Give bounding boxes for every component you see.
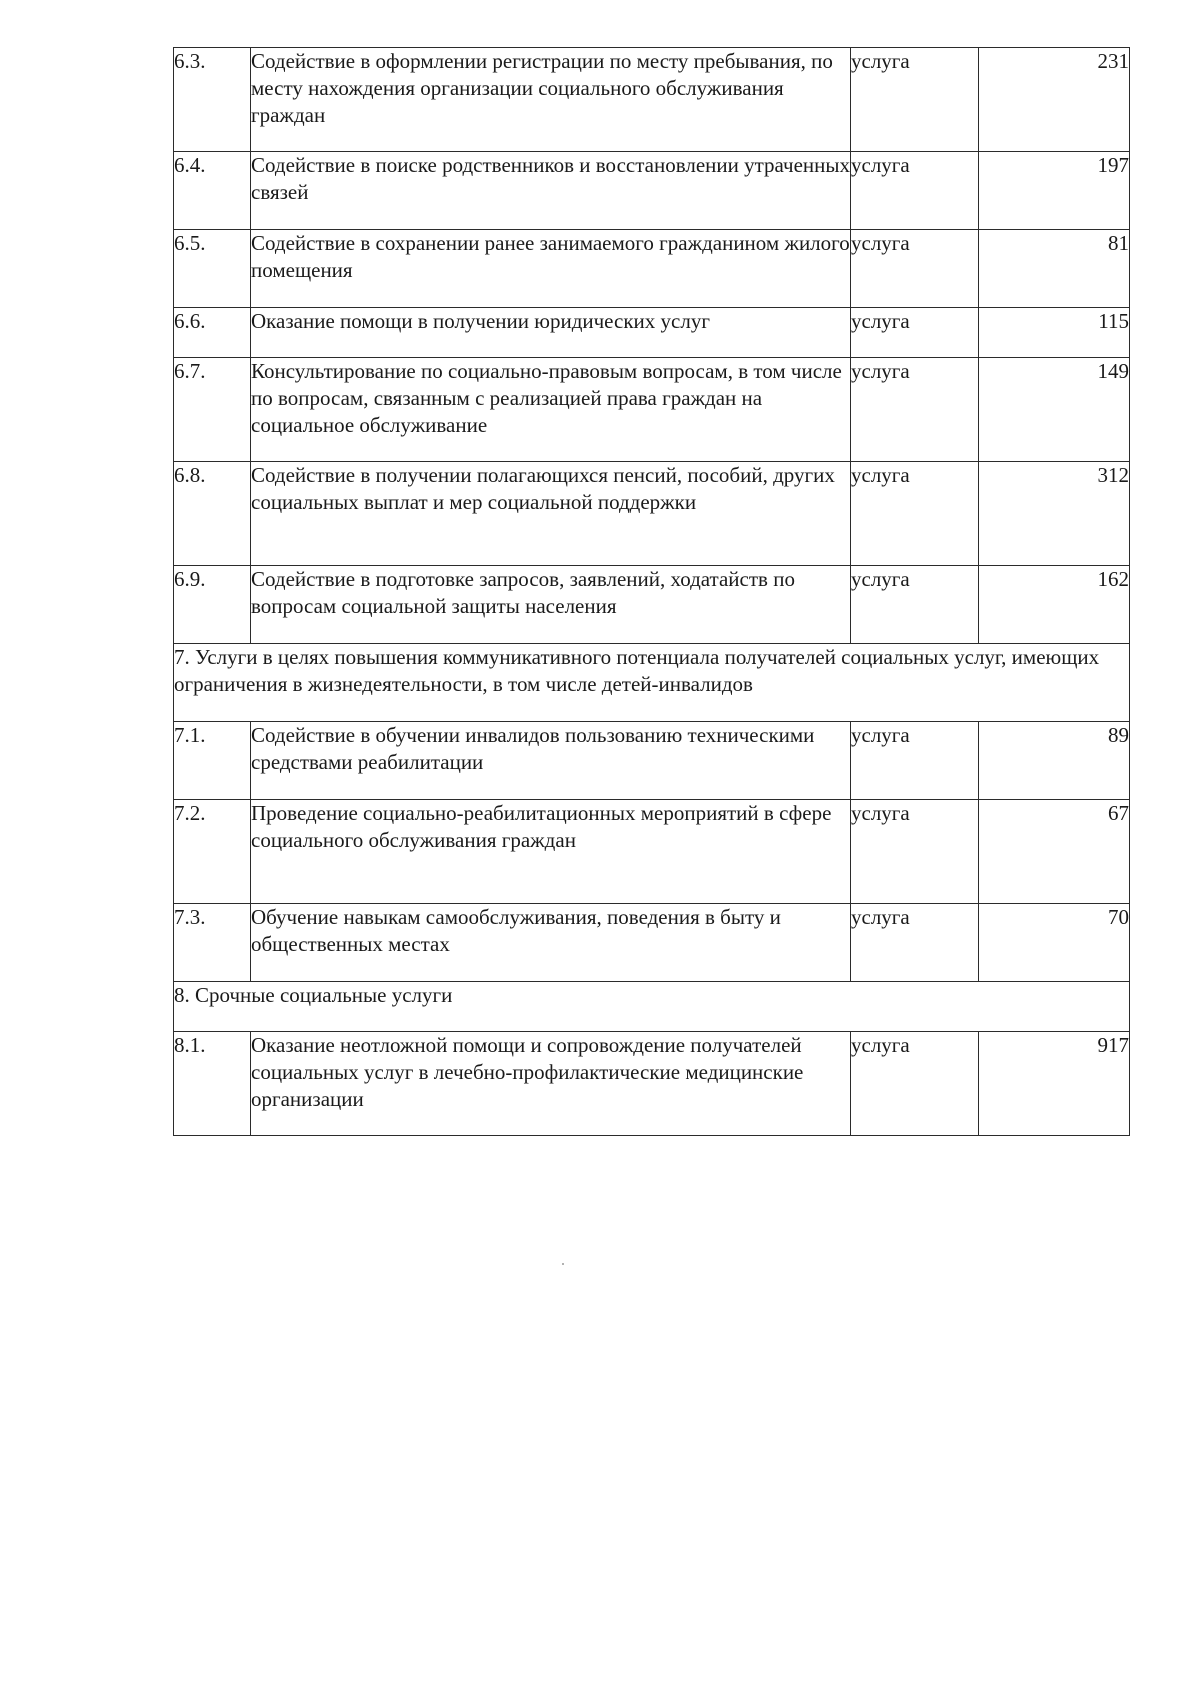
service-quantity: 115 xyxy=(979,308,1130,358)
unit-of-measure: услуга xyxy=(851,1032,979,1136)
service-quantity: 81 xyxy=(979,230,1130,308)
table-row xyxy=(174,48,1130,152)
table-row xyxy=(174,566,1130,644)
row-number: 6.7. xyxy=(174,358,251,462)
row-number: 6.3. xyxy=(174,48,251,152)
section-title: 7. Услуги в целях повышения коммуникативного потенциала получателей социальных услуг, имеющих ограничения в жизнедеятельности, в том числе детей-инвалидов xyxy=(174,644,1130,722)
unit-of-measure: услуга xyxy=(851,308,979,358)
unit-of-measure: услуга xyxy=(851,48,979,152)
row-number: 6.6. xyxy=(174,308,251,358)
unit-of-measure: услуга xyxy=(851,462,979,566)
service-name: Обучение навыкам самообслуживания, поведения в быту и общественных местах xyxy=(251,904,851,982)
table-row xyxy=(174,462,1130,566)
unit-of-measure: услуга xyxy=(851,904,979,982)
row-number: 7.1. xyxy=(174,722,251,800)
unit-of-measure: услуга xyxy=(851,800,979,904)
row-number: 7.2. xyxy=(174,800,251,904)
services-table xyxy=(173,47,1130,1136)
service-quantity: 89 xyxy=(979,722,1130,800)
table-row xyxy=(174,358,1130,462)
unit-of-measure: услуга xyxy=(851,230,979,308)
service-quantity: 917 xyxy=(979,1032,1130,1136)
service-quantity: 149 xyxy=(979,358,1130,462)
service-quantity: 197 xyxy=(979,152,1130,230)
service-name: Содействие в получении полагающихся пенсий, пособий, других социальных выплат и мер социальной поддержки xyxy=(251,462,851,566)
service-name: Содействие в обучении инвалидов пользованию техническими средствами реабилитации xyxy=(251,722,851,800)
row-number: 6.8. xyxy=(174,462,251,566)
section-title: 8. Срочные социальные услуги xyxy=(174,982,1130,1032)
row-number: 7.3. xyxy=(174,904,251,982)
table-row xyxy=(174,722,1130,800)
service-name: Содействие в поиске родственников и восстановлении утраченных связей xyxy=(251,152,851,230)
unit-of-measure: услуга xyxy=(851,566,979,644)
table-row xyxy=(174,152,1130,230)
unit-of-measure: услуга xyxy=(851,722,979,800)
section-header-row xyxy=(174,644,1130,722)
service-name: Консультирование по социально-правовым вопросам, в том числе по вопросам, связанным с реализацией права граждан на социальное обслуживание xyxy=(251,358,851,462)
service-name: Содействие в подготовке запросов, заявлений, ходатайств по вопросам социальной защиты населения xyxy=(251,566,851,644)
scan-speck xyxy=(562,1263,564,1265)
row-number: 6.5. xyxy=(174,230,251,308)
table-row xyxy=(174,1032,1130,1136)
service-quantity: 312 xyxy=(979,462,1130,566)
row-number: 8.1. xyxy=(174,1032,251,1136)
section-header-row xyxy=(174,982,1130,1032)
service-quantity: 70 xyxy=(979,904,1130,982)
service-quantity: 231 xyxy=(979,48,1130,152)
table-row xyxy=(174,904,1130,982)
table-row xyxy=(174,800,1130,904)
service-name: Оказание неотложной помощи и сопровождение получателей социальных услуг в лечебно-профилактические медицинские организации xyxy=(251,1032,851,1136)
table-row xyxy=(174,230,1130,308)
table-row xyxy=(174,308,1130,358)
unit-of-measure: услуга xyxy=(851,152,979,230)
service-quantity: 67 xyxy=(979,800,1130,904)
service-name: Содействие в оформлении регистрации по месту пребывания, по месту нахождения организации социального обслуживания граждан xyxy=(251,48,851,152)
service-name: Оказание помощи в получении юридических услуг xyxy=(251,308,851,358)
service-name: Содействие в сохранении ранее занимаемого гражданином жилого помещения xyxy=(251,230,851,308)
service-name: Проведение социально-реабилитационных мероприятий в сфере социального обслуживания граждан xyxy=(251,800,851,904)
service-quantity: 162 xyxy=(979,566,1130,644)
unit-of-measure: услуга xyxy=(851,358,979,462)
row-number: 6.9. xyxy=(174,566,251,644)
row-number: 6.4. xyxy=(174,152,251,230)
